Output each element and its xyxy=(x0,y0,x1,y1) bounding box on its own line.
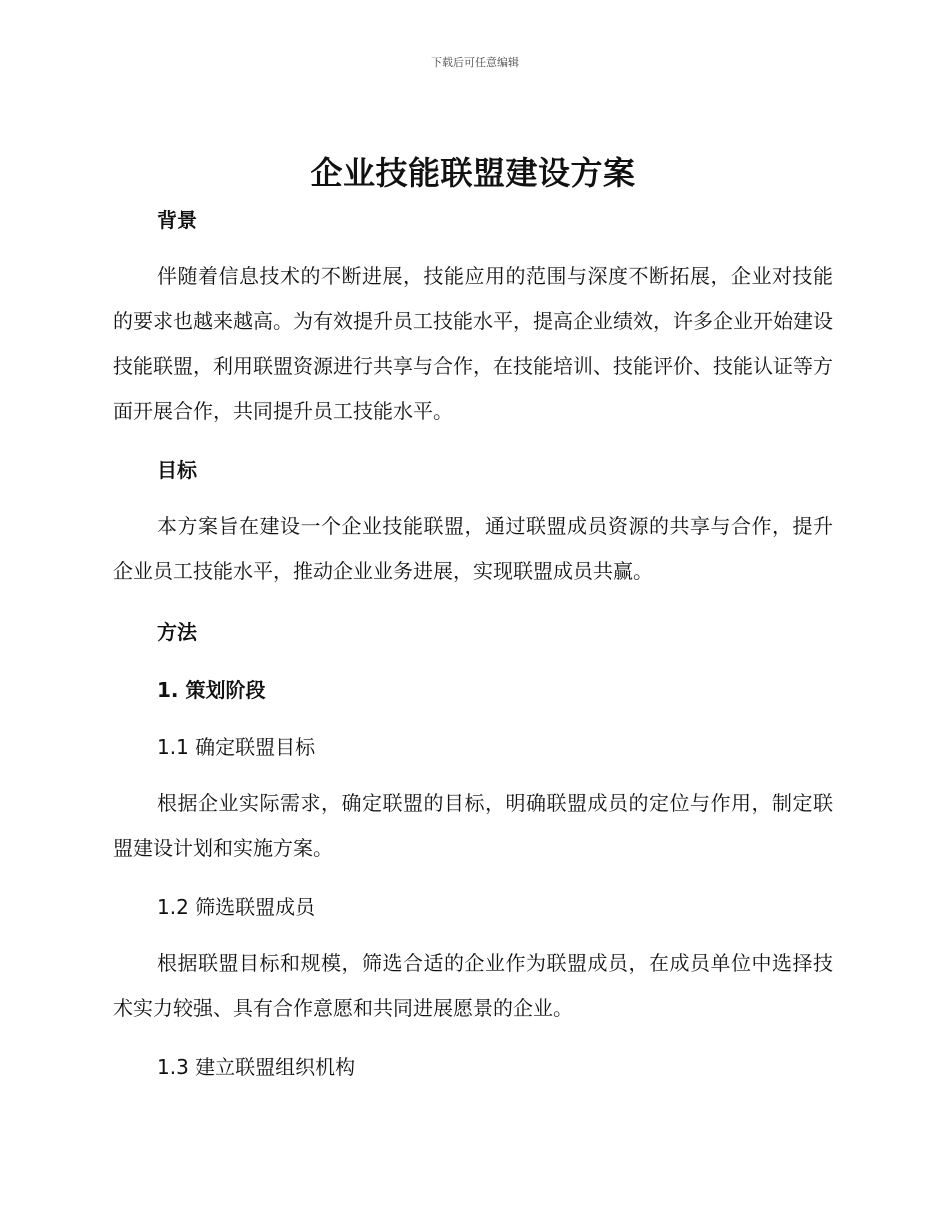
document-body xyxy=(113,150,833,1087)
subsection-heading-1-1: 1.1 确定联盟目标 xyxy=(157,735,316,759)
subsection-heading-1-3: 1.3 建立联盟组织机构 xyxy=(157,1055,356,1079)
phase-heading-planning: 1. 策划阶段 xyxy=(157,678,266,702)
header-note: 下载后可任意编辑 xyxy=(431,56,519,69)
document-title: 企业技能联盟建设方案 xyxy=(310,154,636,192)
paragraph-background: 伴随着信息技术的不断进展，技能应用的范围与深度不断拓展，企业对技能的要求也越来越高。为有效提升员工技能水平，提高企业绩效，许多企业开始建设技能联盟，利用联盟资源进行共享与合作，在技能培训、技能评价、技能认证等方面开展合作，共同提升员工技能水平。 xyxy=(113,264,833,423)
section-heading-background: 背景 xyxy=(157,208,197,232)
paragraph-1-2: 根据联盟目标和规模，筛选合适的企业作为联盟成员，在成员单位中选择技术实力较强、具有合作意愿和共同进展愿景的企业。 xyxy=(113,951,833,1020)
section-heading-method: 方法 xyxy=(157,620,197,644)
paragraph-goal: 本方案旨在建设一个企业技能联盟，通过联盟成员资源的共享与合作，提升企业员工技能水平，推动企业业务进展，实现联盟成员共赢。 xyxy=(113,514,833,583)
section-heading-goal: 目标 xyxy=(157,458,197,482)
subsection-heading-1-2: 1.2 筛选联盟成员 xyxy=(157,895,316,919)
paragraph-1-1: 根据企业实际需求，确定联盟的目标，明确联盟成员的定位与作用，制定联盟建设计划和实施方案。 xyxy=(113,791,833,860)
